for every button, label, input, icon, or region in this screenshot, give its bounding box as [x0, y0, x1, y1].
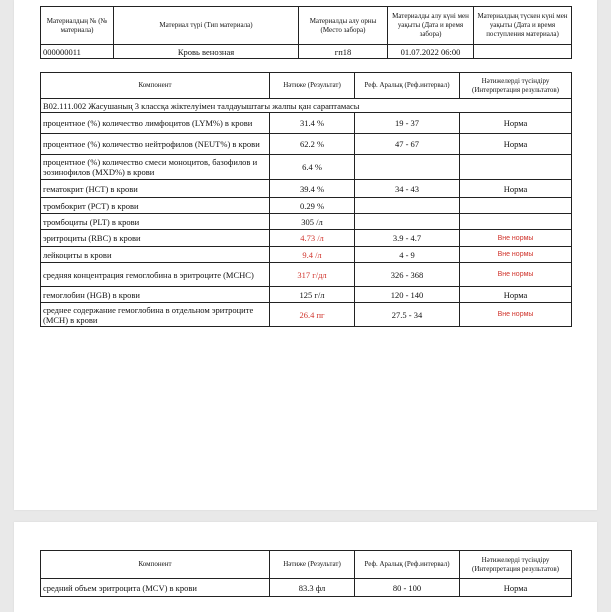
reference-range: 3.9 - 4.7 — [355, 230, 460, 247]
interpretation — [460, 155, 572, 180]
interpretation: Норма — [460, 287, 572, 303]
header-result: Нәтиже (Результат) — [270, 73, 355, 99]
interpretation: Норма — [460, 579, 572, 597]
result-row — [41, 230, 572, 247]
interpretation — [460, 198, 572, 214]
component-name: средняя концентрация гемоглобина в эритроците (MCHC) — [41, 263, 270, 287]
material-info-table — [40, 6, 572, 59]
result-value: 83.3 фл — [270, 579, 355, 597]
component-name: эритроциты (RBC) в крови — [41, 230, 270, 247]
result-value: 4.73 /л — [270, 230, 355, 247]
reference-range: 19 - 37 — [355, 113, 460, 134]
interpretation: Норма — [460, 180, 572, 198]
arrival-date — [474, 45, 572, 59]
reference-range: 47 - 67 — [355, 134, 460, 155]
header-interpretation: Нәтижелерді түсіндіру (Интерпретация результатов) — [460, 551, 572, 579]
result-value: 39.4 % — [270, 180, 355, 198]
header-component: Компонент — [41, 73, 270, 99]
header-reference: Реф. Аралық (Реф.интервал) — [355, 73, 460, 99]
result-row — [41, 303, 572, 327]
result-value: 125 г/л — [270, 287, 355, 303]
component-name: тромбокрит (PCT) в крови — [41, 198, 270, 214]
header-material-type: Материал түрі (Тип материала) — [114, 7, 299, 45]
result-value: 9.4 /л — [270, 247, 355, 263]
results-table-continued — [40, 550, 572, 597]
report-page-2 — [14, 522, 597, 612]
result-row — [41, 113, 572, 134]
header-material-number: Материалдың № (№ материала) — [41, 7, 114, 45]
material-type: Кровь венозная — [114, 45, 299, 59]
header-collection-date: Материалды алу күні мен уақыты (Дата и время забора) — [388, 7, 474, 45]
result-row — [41, 247, 572, 263]
result-value: 31.4 % — [270, 113, 355, 134]
reference-range — [355, 214, 460, 230]
result-row — [41, 214, 572, 230]
component-name: процентное (%) количество лимфоцитов (LYM%) в крови — [41, 113, 270, 134]
result-value: 317 г/дл — [270, 263, 355, 287]
result-row — [41, 198, 572, 214]
component-name: тромбоциты (PLT) в крови — [41, 214, 270, 230]
interpretation: Норма — [460, 134, 572, 155]
result-value: 26.4 пг — [270, 303, 355, 327]
result-value: 305 /л — [270, 214, 355, 230]
result-row — [41, 155, 572, 180]
header-result: Нәтиже (Результат) — [270, 551, 355, 579]
header-interpretation: Нәтижелерді түсіндіру (Интерпретация результатов) — [460, 73, 572, 99]
reference-range: 34 - 43 — [355, 180, 460, 198]
component-name: процентное (%) количество смеси моноцитов, базофилов и эозинофилов (MXD%) в крови — [41, 155, 270, 180]
results-table — [40, 72, 572, 327]
component-name: гематокрит (HCT) в крови — [41, 180, 270, 198]
result-row — [41, 579, 572, 597]
collection-date: 01.07.2022 06:00 — [388, 45, 474, 59]
result-value: 6.4 % — [270, 155, 355, 180]
result-row — [41, 287, 572, 303]
header-component: Компонент — [41, 551, 270, 579]
header-reference: Реф. Аралық (Реф.интервал) — [355, 551, 460, 579]
interpretation: Норма — [460, 113, 572, 134]
section-title: В02.111.002 Жасушаның 3 классқа жіктелуімен талдауыштағы жалпы қан сараптамасы — [41, 99, 572, 113]
result-value: 0.29 % — [270, 198, 355, 214]
header-arrival-date: Материалдың түскен күні мен уақыты (Дата и время поступления материала) — [474, 7, 572, 45]
report-page-1 — [14, 0, 597, 510]
component-name: процентное (%) количество нейтрофилов (NEUT%) в крови — [41, 134, 270, 155]
component-name: среднее содержание гемоглобина в отдельном эритроците (MCH) в крови — [41, 303, 270, 327]
result-row — [41, 263, 572, 287]
reference-range: 80 - 100 — [355, 579, 460, 597]
result-row — [41, 180, 572, 198]
component-name: лейкоциты в крови — [41, 247, 270, 263]
interpretation: Вне нормы — [460, 247, 572, 263]
component-name: средний объем эритроцита (MCV) в крови — [41, 579, 270, 597]
reference-range: 326 - 368 — [355, 263, 460, 287]
interpretation — [460, 214, 572, 230]
interpretation: Вне нормы — [460, 263, 572, 287]
reference-range — [355, 198, 460, 214]
interpretation: Вне нормы — [460, 303, 572, 327]
component-name: гемоглобин (HGB) в крови — [41, 287, 270, 303]
reference-range: 120 - 140 — [355, 287, 460, 303]
collection-place: гп18 — [299, 45, 388, 59]
reference-range — [355, 155, 460, 180]
result-row — [41, 134, 572, 155]
reference-range: 4 - 9 — [355, 247, 460, 263]
header-collection-place: Материалды алу орны (Место забора) — [299, 7, 388, 45]
result-value: 62.2 % — [270, 134, 355, 155]
reference-range: 27.5 - 34 — [355, 303, 460, 327]
material-number: 000000011 — [41, 45, 114, 59]
interpretation: Вне нормы — [460, 230, 572, 247]
